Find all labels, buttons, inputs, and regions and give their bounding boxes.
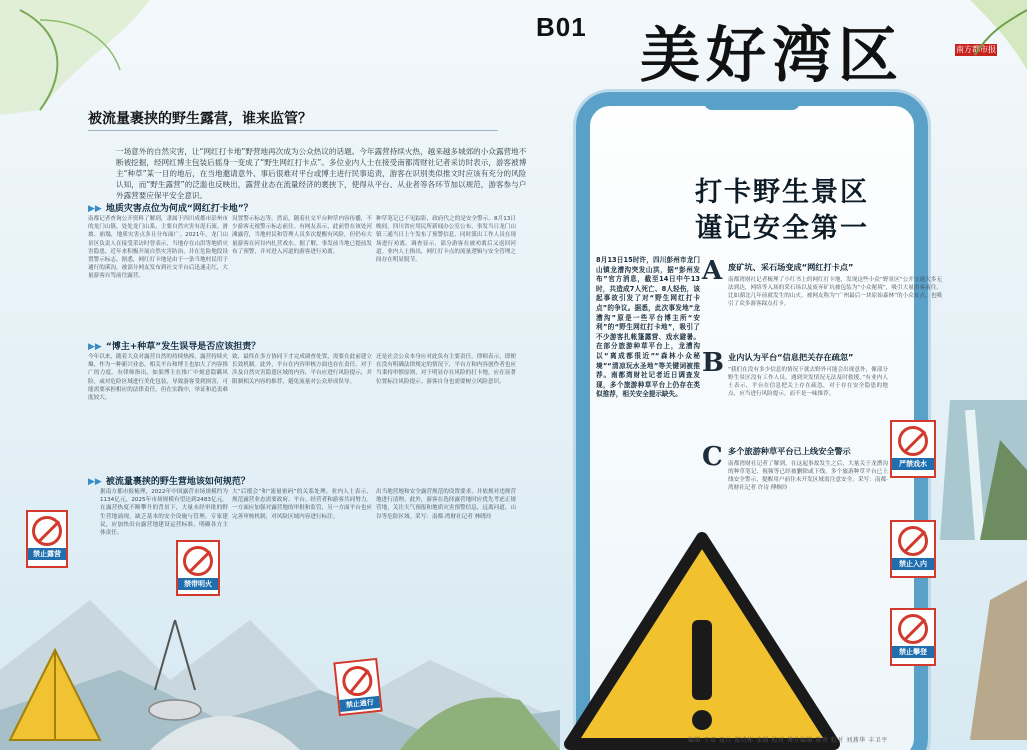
subhead-text: 地质灾害点位为何成“网红打卡地”？ bbox=[105, 204, 253, 214]
sign-label: 禁止通行 bbox=[339, 696, 380, 712]
leaf-decoration-icon bbox=[0, 0, 150, 115]
no-entry-sign bbox=[890, 520, 936, 578]
cliff-illustration bbox=[970, 580, 1027, 740]
body-column: 大“后援会”和“流量密码”的关系处理。业内人士表示，规范露营业态需要政府、平台、经营者和游客共同努力。一方面应加强对露营地的审批和监管，另一方面平台也应完善审核机制，对风险区域内容进行标注。 bbox=[232, 489, 372, 520]
subhead-2 bbox=[88, 339, 260, 352]
subhead-text: 被流量裹挟的野生营地该如何规范？ bbox=[105, 477, 250, 487]
sign-label: 禁止攀登 bbox=[892, 646, 934, 658]
prohibition-icon bbox=[898, 426, 928, 456]
section-body: “我们在没有多少信息的情况下就去野外可能会出现意外，像部分野生景区没有工作人员，遇到突发情况无法及时救援。”有业内人士表示，平台在信息把关上存在疏忽，对于存在安全隐患的地点，应当进行风险提示，而不是一味推荐。 bbox=[728, 367, 888, 397]
prohibition-icon bbox=[341, 665, 374, 698]
section-title: 多个旅游种草平台已上线安全警示 bbox=[728, 446, 851, 456]
section-body: 南都湾财社记者了解到，在这起事故发生之后，大量关于龙漕沟的种草笔记、视频等已经被删除或下线。多个旅游种草平台已上线安全警示，提醒用户前往未开发区域需注意安全。采写：南都·湾财社记者 许诗 傅婉玲 bbox=[728, 461, 888, 491]
body-column: 今年以来，随着大众对露营自然的持续热捧，露营持续火爆，作为一种新兴业态，相关平台和博主也加大了内容推广的力度。有律师指出，如果博主在推广中刻意隐瞒风险，或对危险区域进行美化包装，导致游客受到损害，可能需要承担相应的法律责任。但在实践中，举证和追责难度较大。 bbox=[88, 354, 228, 402]
no-climbing-sign bbox=[890, 608, 936, 666]
body-column: 出当地营地和安全露营规范的设置要求，并依规对违规营地进行清理。此外，游客在选择露营地时应优先考虑正规营地，关注天气预报和地质灾害预警信息，远离河道、山谷等危险区域。采写：南都·湾财社记者 林晓玲 bbox=[376, 489, 516, 520]
body-column: 种草笔记已不见踪影，政府代之的是安全警示。8月13日晚间，四川省应用民所新闻办公室公布，事发当日龙门山镇三通当日上午发布了预警信息，同时派出工作人员在现场进行劝离。调查显示，部分游客在被劝离后又返回河道。业内人士指出，网红打卡点的流量逻辑与安全管理之间存在明显脱节。 bbox=[376, 216, 516, 264]
intro-paragraph: 一场意外的自然灾害，让“网红打卡地”野营地再次成为公众热议的话题。今年露营持续火热，越来越多城郊的小众露营地不断被挖掘，经网红博主包装后摇身一变成了“野生网红打卡点”。多位业内人士在接受南都湾财社记者采访时表示，游客被博主“种草”某一目的地后，在当地邀请意外、事后很难对平台或博主进行民事追责，游客在识别类似推文时应该有充分的风险认知，而“野生露营”的泛滥也反映出，露营业态在流量经济的裹挟下，使得从平台、从业者等各环节加以规范，游客参与户外露营要应保平安全意识。 bbox=[116, 147, 527, 200]
main-title-line2: 谨记安全第一 bbox=[695, 213, 869, 244]
section-body: 南都湾财社记者梳理了小红书上的网红打卡地，发现这些小众“野景区”公开交通大多无法到达，网络等入场的采石场以及废弃矿坑被包装为“小众秘境”，吸引大量游客前往。比如湖北几年前就发生的山火，被网友称为“广州最后一块原始森林”的小众景点，也吸引了众多游客踩点打卡。 bbox=[728, 277, 942, 307]
page-code: B01 bbox=[536, 12, 587, 42]
no-fire-sign bbox=[176, 540, 220, 596]
section-letter: C bbox=[702, 442, 723, 472]
sign-label: 禁止露营 bbox=[28, 548, 66, 560]
subhead-text: “博主+种草”发生误导是否应该担责？ bbox=[105, 342, 261, 352]
landscape-illustration bbox=[0, 560, 560, 750]
subhead-3 bbox=[88, 474, 250, 487]
prohibition-icon bbox=[898, 526, 928, 556]
palm-leaf-icon bbox=[930, 0, 1027, 80]
warning-triangle-icon bbox=[562, 530, 842, 750]
section-letter: A bbox=[702, 256, 723, 286]
sign-label: 禁带明火 bbox=[178, 578, 218, 590]
left-headline: 被流量裹挟的野生露营，谁来监管？ bbox=[88, 111, 312, 127]
phone-notch bbox=[704, 98, 800, 110]
section-masthead: 美好湾区 bbox=[640, 21, 904, 91]
sign-label: 严禁戏水 bbox=[892, 458, 934, 470]
no-wading-sign bbox=[890, 420, 936, 478]
body-column: 致，最终在多方协同下才完成调查处置，需要在此前建立长效机制。此外，平台在内容审核方面也存在责任。对于涉及自然灾害隐患区域的内容，平台应进行风险提示，并限制相关内容的推荐，避免流量对公众形成误导。 bbox=[232, 354, 372, 385]
body-column: 设置警示标志等。然而，随着社交平台种草内容传播，不少游客无视警示标志前往。有网友表示，此前曾在该处河滩露营，当地村民和管理人员多次提醒有风险，但仍有大量游客在河谷内扎营戏水。据了解，事发前当地已提前发布了预警，并对进入河道的游客进行劝离。 bbox=[232, 216, 372, 255]
no-camping-sign bbox=[26, 510, 68, 568]
prohibition-icon bbox=[183, 546, 213, 576]
triangle-bullet-icon: ▶▶ bbox=[88, 342, 102, 352]
footer-credits: 编辑 王双 设计 郑诗彬 张圆 校对 傅升编辑 陈奇 校对 刘燕华 丰卫平 bbox=[688, 737, 888, 744]
divider bbox=[88, 130, 498, 131]
prohibition-icon bbox=[898, 614, 928, 644]
section-letter: B bbox=[702, 348, 724, 378]
prohibition-icon bbox=[32, 516, 62, 546]
section-title: 业内认为平台“信息把关存在疏忽” bbox=[728, 352, 854, 362]
sign-label: 禁止入内 bbox=[892, 558, 934, 570]
main-title-line1: 打卡野生景区 bbox=[695, 177, 869, 208]
newspaper-logo: 南方都市报 bbox=[956, 45, 996, 54]
waterfall-illustration bbox=[930, 400, 1027, 540]
body-column: 南都记者查询公开资料了解到，隶属于四川成都市彭州市的龙门山镇，处处龙门山系，主要自然灾害有泥石流、滑坡、崩塌，地质灾害点多且分布面广。2021年，龙门山景区负责人在接受采访时曾表示，当地存在山洪等地质灾害隐患，近年来积极开展自然灾害防治，并在危险地段设置警示标志。据悉，网红打卡地是由于一条当地村民用于通行的溪沟，被部分网友发布到社交平台后迅速走红，大量游客自驾前往露营。 bbox=[88, 216, 228, 280]
section-title: 废矿坑、采石场变成“网红打卡点” bbox=[728, 262, 854, 272]
lead-paragraph: 8月13日15时许，四川彭州市龙门山镇龙漕沟突发山洪，据“彭州发布”官方消息，截至14日中午13时，共造成7人死亡、8人轻伤，该起事故引发了对“野生网红打卡点”的争议。据悉，此次事发地“龙漕沟”原是一些平台博主所“安利”的“野生网红打卡地”，吸引了不少游客扎帐篷露营、戏水避暑。在部分旅游种草平台上，龙漕沟以“离成都很近”“森林小众秘境”“清凉玩水圣地”等关键词被推荐。南都湾财社记者近日调查发现，多个旅游种草平台上仍存在类似推荐，相关安全提示缺失。 bbox=[596, 256, 700, 399]
triangle-bullet-icon: ▶▶ bbox=[88, 477, 102, 487]
no-pass-sign bbox=[333, 658, 382, 716]
body-column: 据南方都市报梳理，2022年中国露营市场规模约为1134亿元，2025年市场规模有望达到2483亿元。在露营热度不断攀升的背景下，大量未经审批的野生营地涌现，缺乏基本的安全设施与管理。专家建议，应加快出台露营地建设运营标准，明确各方主体责任。 bbox=[100, 489, 228, 537]
body-column: 还是社会公众本身应对此负有主要责任。律师表示，即便在没有明确法律规定的情况下，平台方和内容创作者也应当秉持审慎原则，对于明显存在风险的打卡地，应在显著位置标注风险提示。游客自身也需要树立风险意识。 bbox=[376, 354, 516, 385]
triangle-bullet-icon: ▶▶ bbox=[88, 204, 102, 214]
subhead-1 bbox=[88, 201, 253, 214]
